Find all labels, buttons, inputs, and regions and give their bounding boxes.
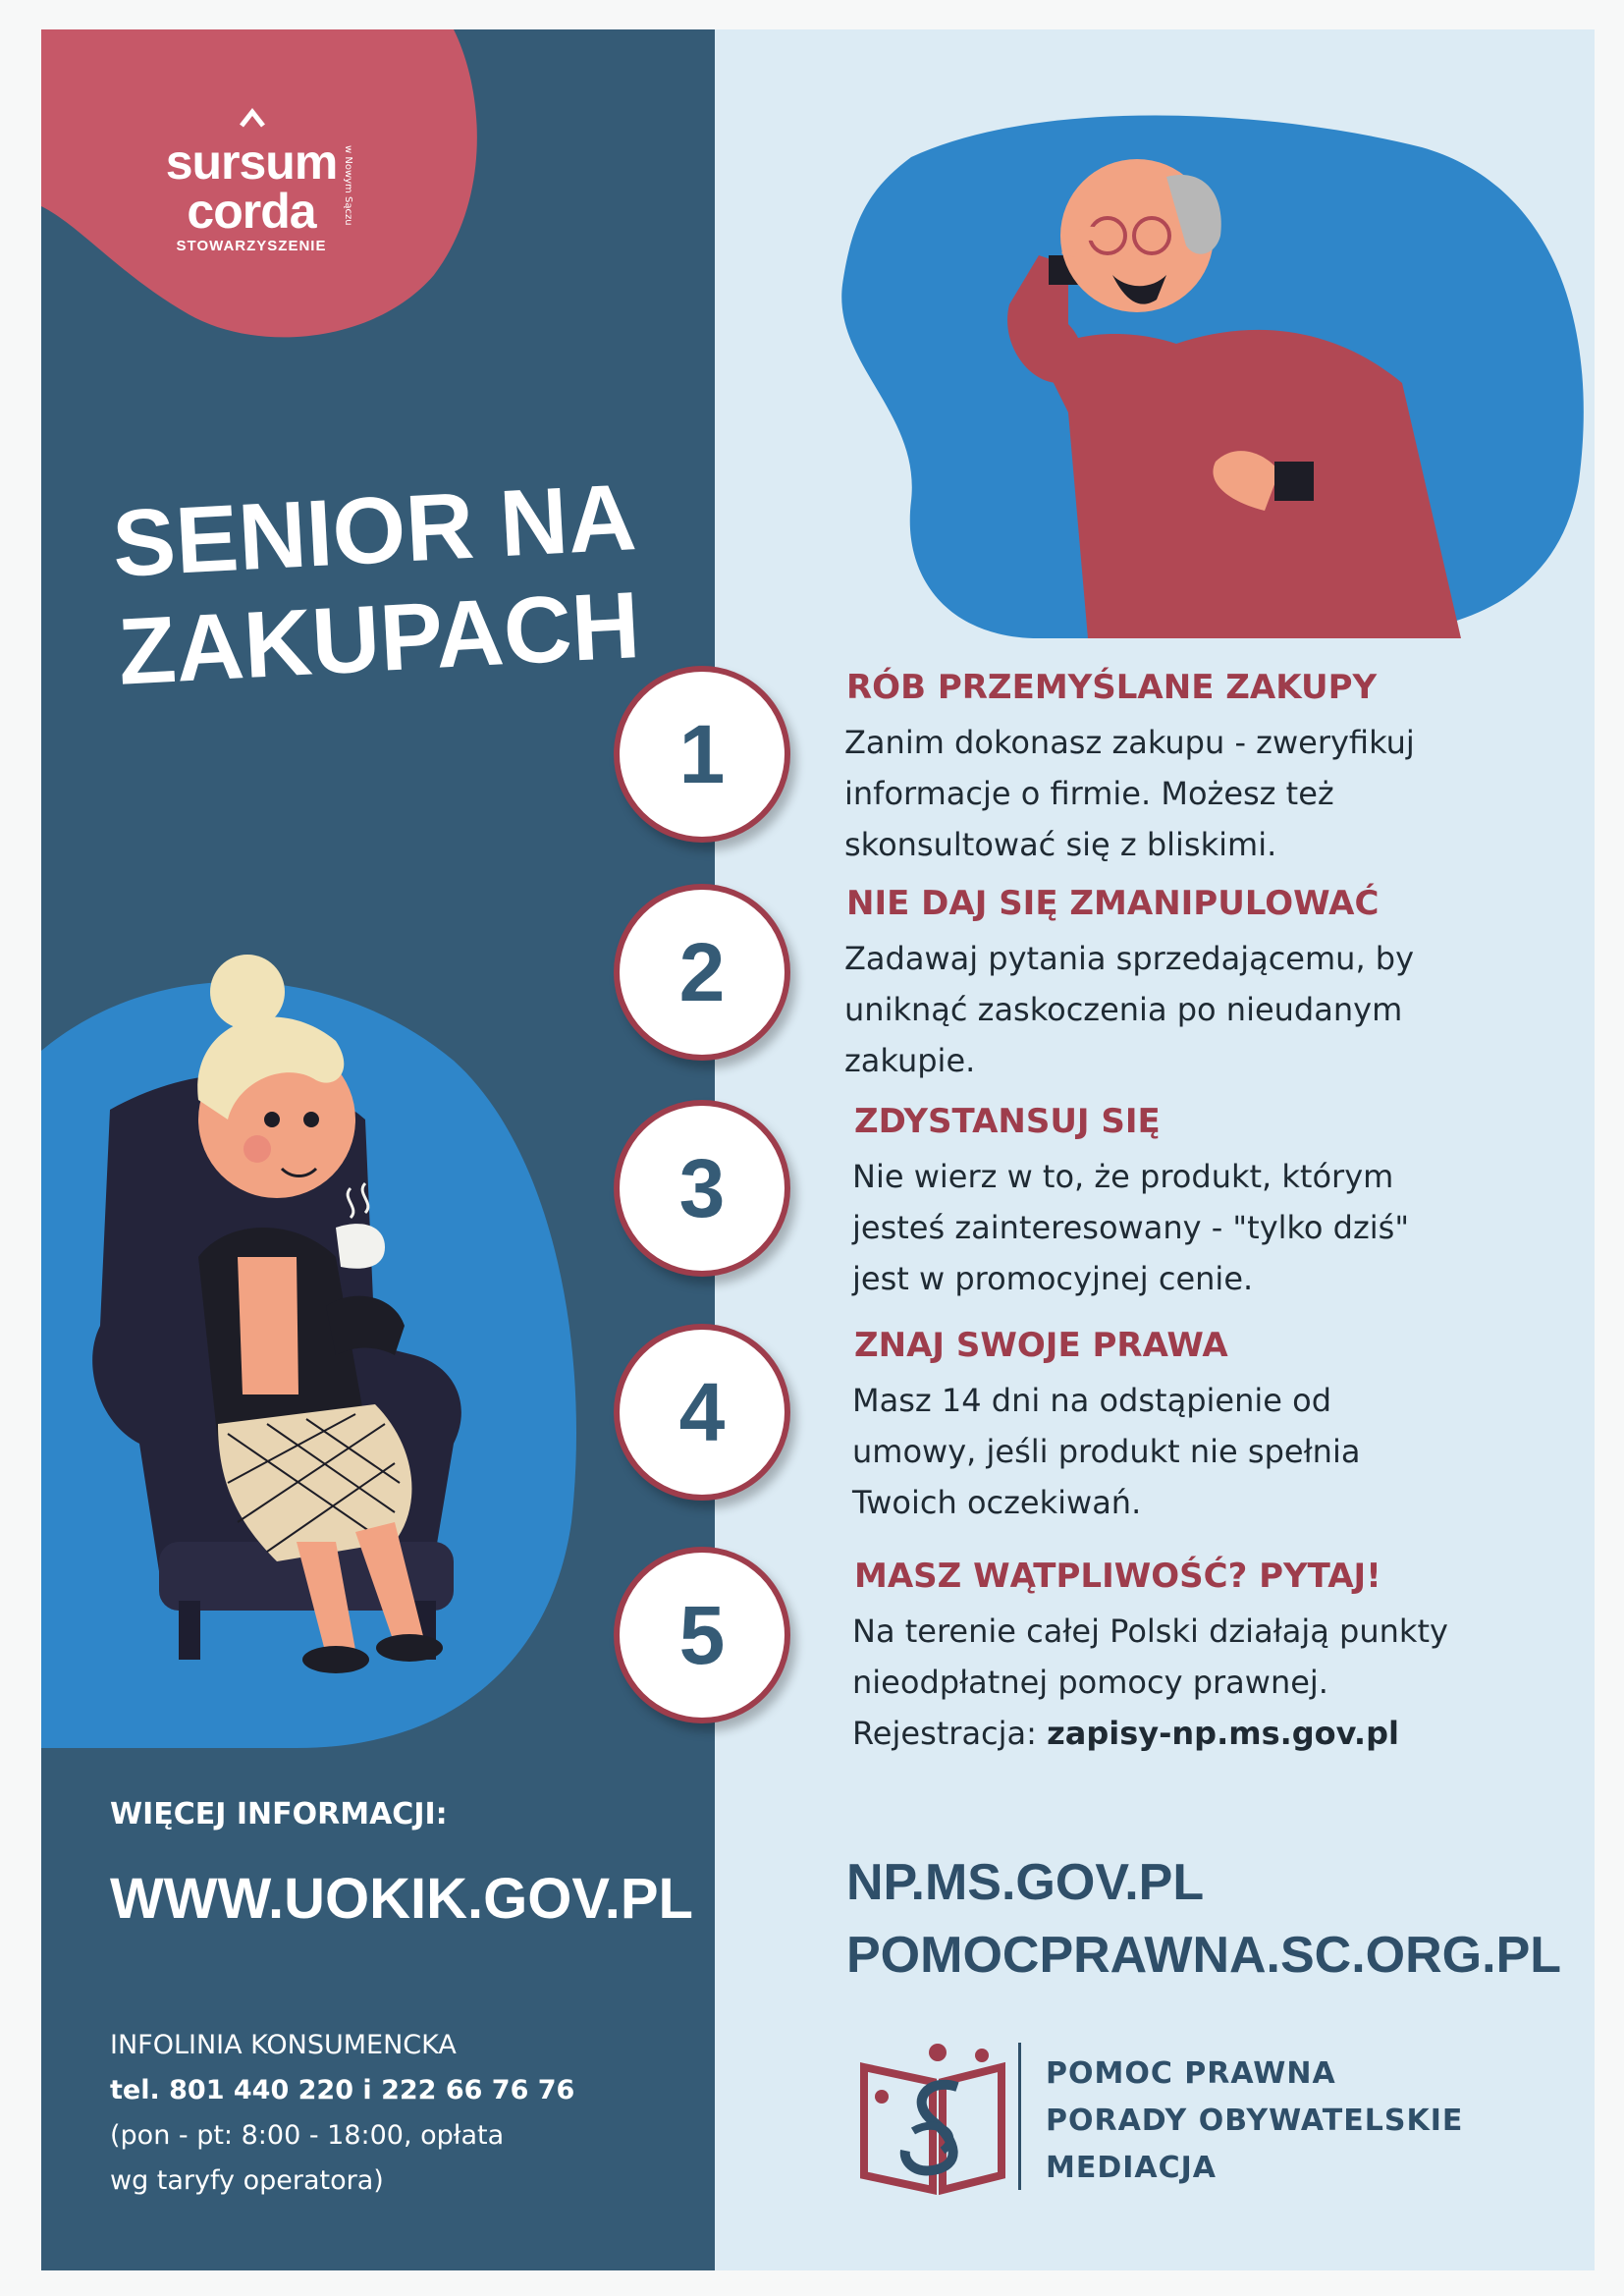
step-line: Na terenie całej Polski działają punkty <box>852 1613 1448 1650</box>
step-title: RÓB PRZEMYŚLANE ZAKUPY <box>846 668 1378 707</box>
step-line: skonsultować się z bliskimi. <box>844 826 1277 863</box>
step-line: Masz 14 dni na odstąpienie od <box>852 1382 1331 1419</box>
hotline-hours: (pon - pt: 8:00 - 18:00, opłata <box>110 2120 505 2151</box>
title-line-2: ZAKUPACH <box>115 573 643 705</box>
step-line: Zadawaj pytania sprzedającemu, by <box>844 940 1415 977</box>
step-title: ZNAJ SWOJE PRAWA <box>854 1326 1228 1365</box>
legal-aid-links <box>846 1846 1561 1992</box>
step-number-badge: 2 <box>614 884 790 1061</box>
logo-side-text: w Nowym Sączu <box>343 145 353 226</box>
step-title: MASZ WĄTPLIWOŚĆ? PYTAJ! <box>854 1557 1381 1596</box>
step-body <box>852 1375 1481 1528</box>
title-line-1: SENIOR NA <box>110 465 639 597</box>
step-line: informacje o firmie. Możesz też <box>844 775 1334 812</box>
hotline-note: wg taryfy operatora) <box>110 2165 384 2196</box>
logo-divider <box>1018 2043 1021 2190</box>
step-line: zakupie. <box>844 1042 976 1079</box>
logo-subtitle: STOWARZYSZENIE <box>176 238 327 254</box>
step-body <box>852 1151 1481 1304</box>
step-body <box>844 717 1473 870</box>
registration-label: Rejestracja: <box>852 1715 1037 1752</box>
step-line: Zanim dokonasz zakupu - zweryfikuj <box>844 724 1415 761</box>
hotline-title: INFOLINIA KONSUMENCKA <box>110 2030 457 2060</box>
page-title <box>110 460 715 707</box>
registration-line <box>852 1708 1481 1759</box>
step-number-badge: 4 <box>614 1324 790 1501</box>
left-panel <box>41 29 715 2270</box>
hotline-info <box>110 2023 574 2204</box>
step-line: uniknąć zaskoczenia po nieudanym <box>844 991 1403 1028</box>
step-body <box>852 1606 1481 1759</box>
step-number-badge: 3 <box>614 1100 790 1277</box>
step-title: ZDYSTANSUJ SIĘ <box>854 1102 1161 1141</box>
step-line: Nie wierz w to, że produkt, którym <box>852 1158 1394 1195</box>
hotline-phones: tel. 801 440 220 i 222 66 76 76 <box>110 2075 575 2105</box>
np-ms-link[interactable]: NP.MS.GOV.PL <box>846 1854 1205 1911</box>
step-line: umowy, jeśli produkt nie spełnia <box>852 1433 1361 1470</box>
step-line: jesteś zainteresowany - "tylko dziś" <box>852 1209 1410 1246</box>
service-line: POMOC PRAWNA <box>1046 2056 1336 2091</box>
step-line: Twoich oczekiwań. <box>852 1484 1142 1521</box>
sursum-corda-logo <box>104 137 399 254</box>
legal-aid-logo-icon <box>844 2028 1041 2214</box>
more-info-label: WIĘCEJ INFORMACJI: <box>110 1797 448 1831</box>
senior-man-illustration <box>715 88 1595 638</box>
logo-line-2: corda <box>187 184 316 239</box>
step-body <box>844 933 1473 1086</box>
step-number-badge: 5 <box>614 1547 790 1723</box>
step-line: jest w promocyjnej cenie. <box>852 1260 1254 1297</box>
service-line: PORADY OBYWATELSKIE <box>1046 2104 1464 2138</box>
step-number-badge: 1 <box>614 666 790 843</box>
uokik-url-link[interactable]: WWW.UOKIK.GOV.PL <box>110 1867 693 1931</box>
registration-link[interactable]: zapisy-np.ms.gov.pl <box>1047 1715 1399 1752</box>
pomocprawna-link[interactable]: POMOCPRAWNA.SC.ORG.PL <box>846 1927 1562 1984</box>
step-title: NIE DAJ SIĘ ZMANIPULOWAĆ <box>846 884 1380 923</box>
logo-caret-icon <box>238 104 267 134</box>
step-line: nieodpłatnej pomocy prawnej. <box>852 1664 1328 1701</box>
logo-line-1: sursum <box>165 135 338 190</box>
legal-aid-services <box>1046 2050 1463 2192</box>
service-line: MEDIACJA <box>1046 2151 1218 2185</box>
